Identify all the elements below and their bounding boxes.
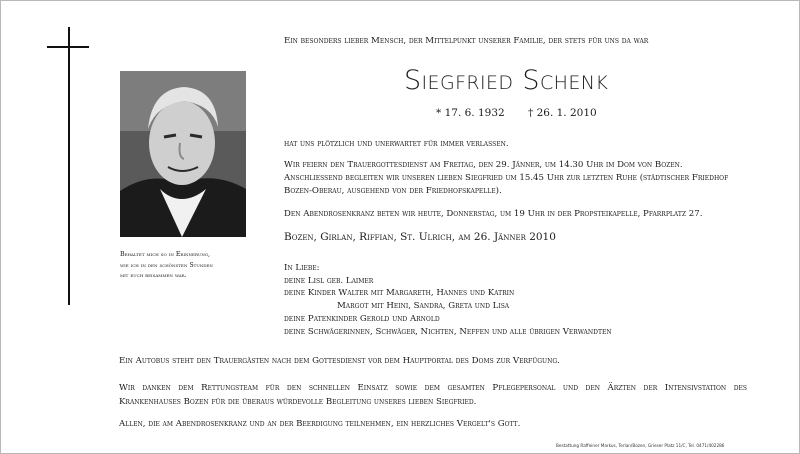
- birth-date: * 17. 6. 1932: [436, 107, 505, 119]
- service-line: Wir feiern den Trauergottesdienst am Freitag, den 29. Jänner, um 14.30 Uhr im Dom von Bozen.: [284, 160, 683, 170]
- undertaker-credit: Bestattung Raffeiner Markus, Terlan/Bozen, Grieser Platz 11/C, Tel. 0471/402286: [556, 443, 725, 448]
- family-heading: In Liebe:: [284, 263, 320, 273]
- family-line: deine Schwägerinnen, Schwäger, Nichten, Neffen und alle übrigen Verwandten: [284, 326, 612, 337]
- place-and-date: Bozen, Girlan, Riffian, St. Ulrich, am 26. Jänner 2010: [284, 231, 556, 243]
- family-line: deine Lisl geb. Laimer: [284, 275, 374, 286]
- family-list: [284, 262, 612, 338]
- family-line: deine Patenkinder Gerold und Arnold: [284, 313, 440, 324]
- thanks-line: Wir danken dem Rettungsteam für den schnellen Einsatz sowie dem gesamten Pflegepersonal und den Ärzten der Intensivstation des: [119, 383, 747, 393]
- caption-line: Behaltet mich so in Erinnerung,: [120, 251, 211, 258]
- passed-away-text: hat uns plötzlich und unerwartet für immer verlassen.: [284, 139, 509, 149]
- thanks-text: [119, 381, 747, 409]
- intro-line: Ein besonders lieber Mensch, der Mittelpunkt unserer Familie, der stets für uns da war: [284, 36, 649, 46]
- death-date: † 26. 1. 2010: [528, 107, 597, 119]
- family-line: deine Kinder Walter mit Margareth, Hannes und Katrin: [284, 288, 515, 299]
- service-line: Anschliessend begleiten wir unseren lieben Siegfried um 15.45 Uhr zur letzten Ruhe (städtischer Friedhof: [284, 173, 729, 183]
- deceased-name: Siegfried Schenk: [404, 65, 609, 96]
- caption-line: mit euch beisammen war.: [120, 272, 187, 279]
- service-line: Bozen-Oberau, ausgehend von der Friedhofskapelle).: [284, 186, 502, 196]
- photo-caption: [120, 250, 260, 282]
- closing-thanks: Allen, die am Abendrosenkranz und an der Beerdigung teilnehmen, ein herzliches Vergelt's Gott.: [119, 419, 521, 429]
- family-line: Margot mit Heini, Sandra, Greta und Lisa: [337, 301, 510, 312]
- bus-notice: Ein Autobus steht den Trauergästen nach dem Gottesdienst vor dem Hauptportal des Doms zur Verfügung.: [119, 356, 560, 366]
- funeral-service-text: [284, 159, 754, 198]
- portrait-photo: [120, 71, 246, 237]
- cross-icon-bar: [47, 46, 89, 48]
- rosary-text: Den Abendrosenkranz beten wir heute, Donnerstag, um 19 Uhr in der Propsteikapelle, Pfarrplatz 27.: [284, 209, 703, 219]
- thanks-line: Krankenhauses Bozen für die überaus würdevolle Begleitung unseres lieben Siegfried.: [119, 397, 477, 407]
- caption-line: wie ich in den schönsten Stunden: [120, 261, 213, 269]
- cross-icon: [68, 27, 70, 305]
